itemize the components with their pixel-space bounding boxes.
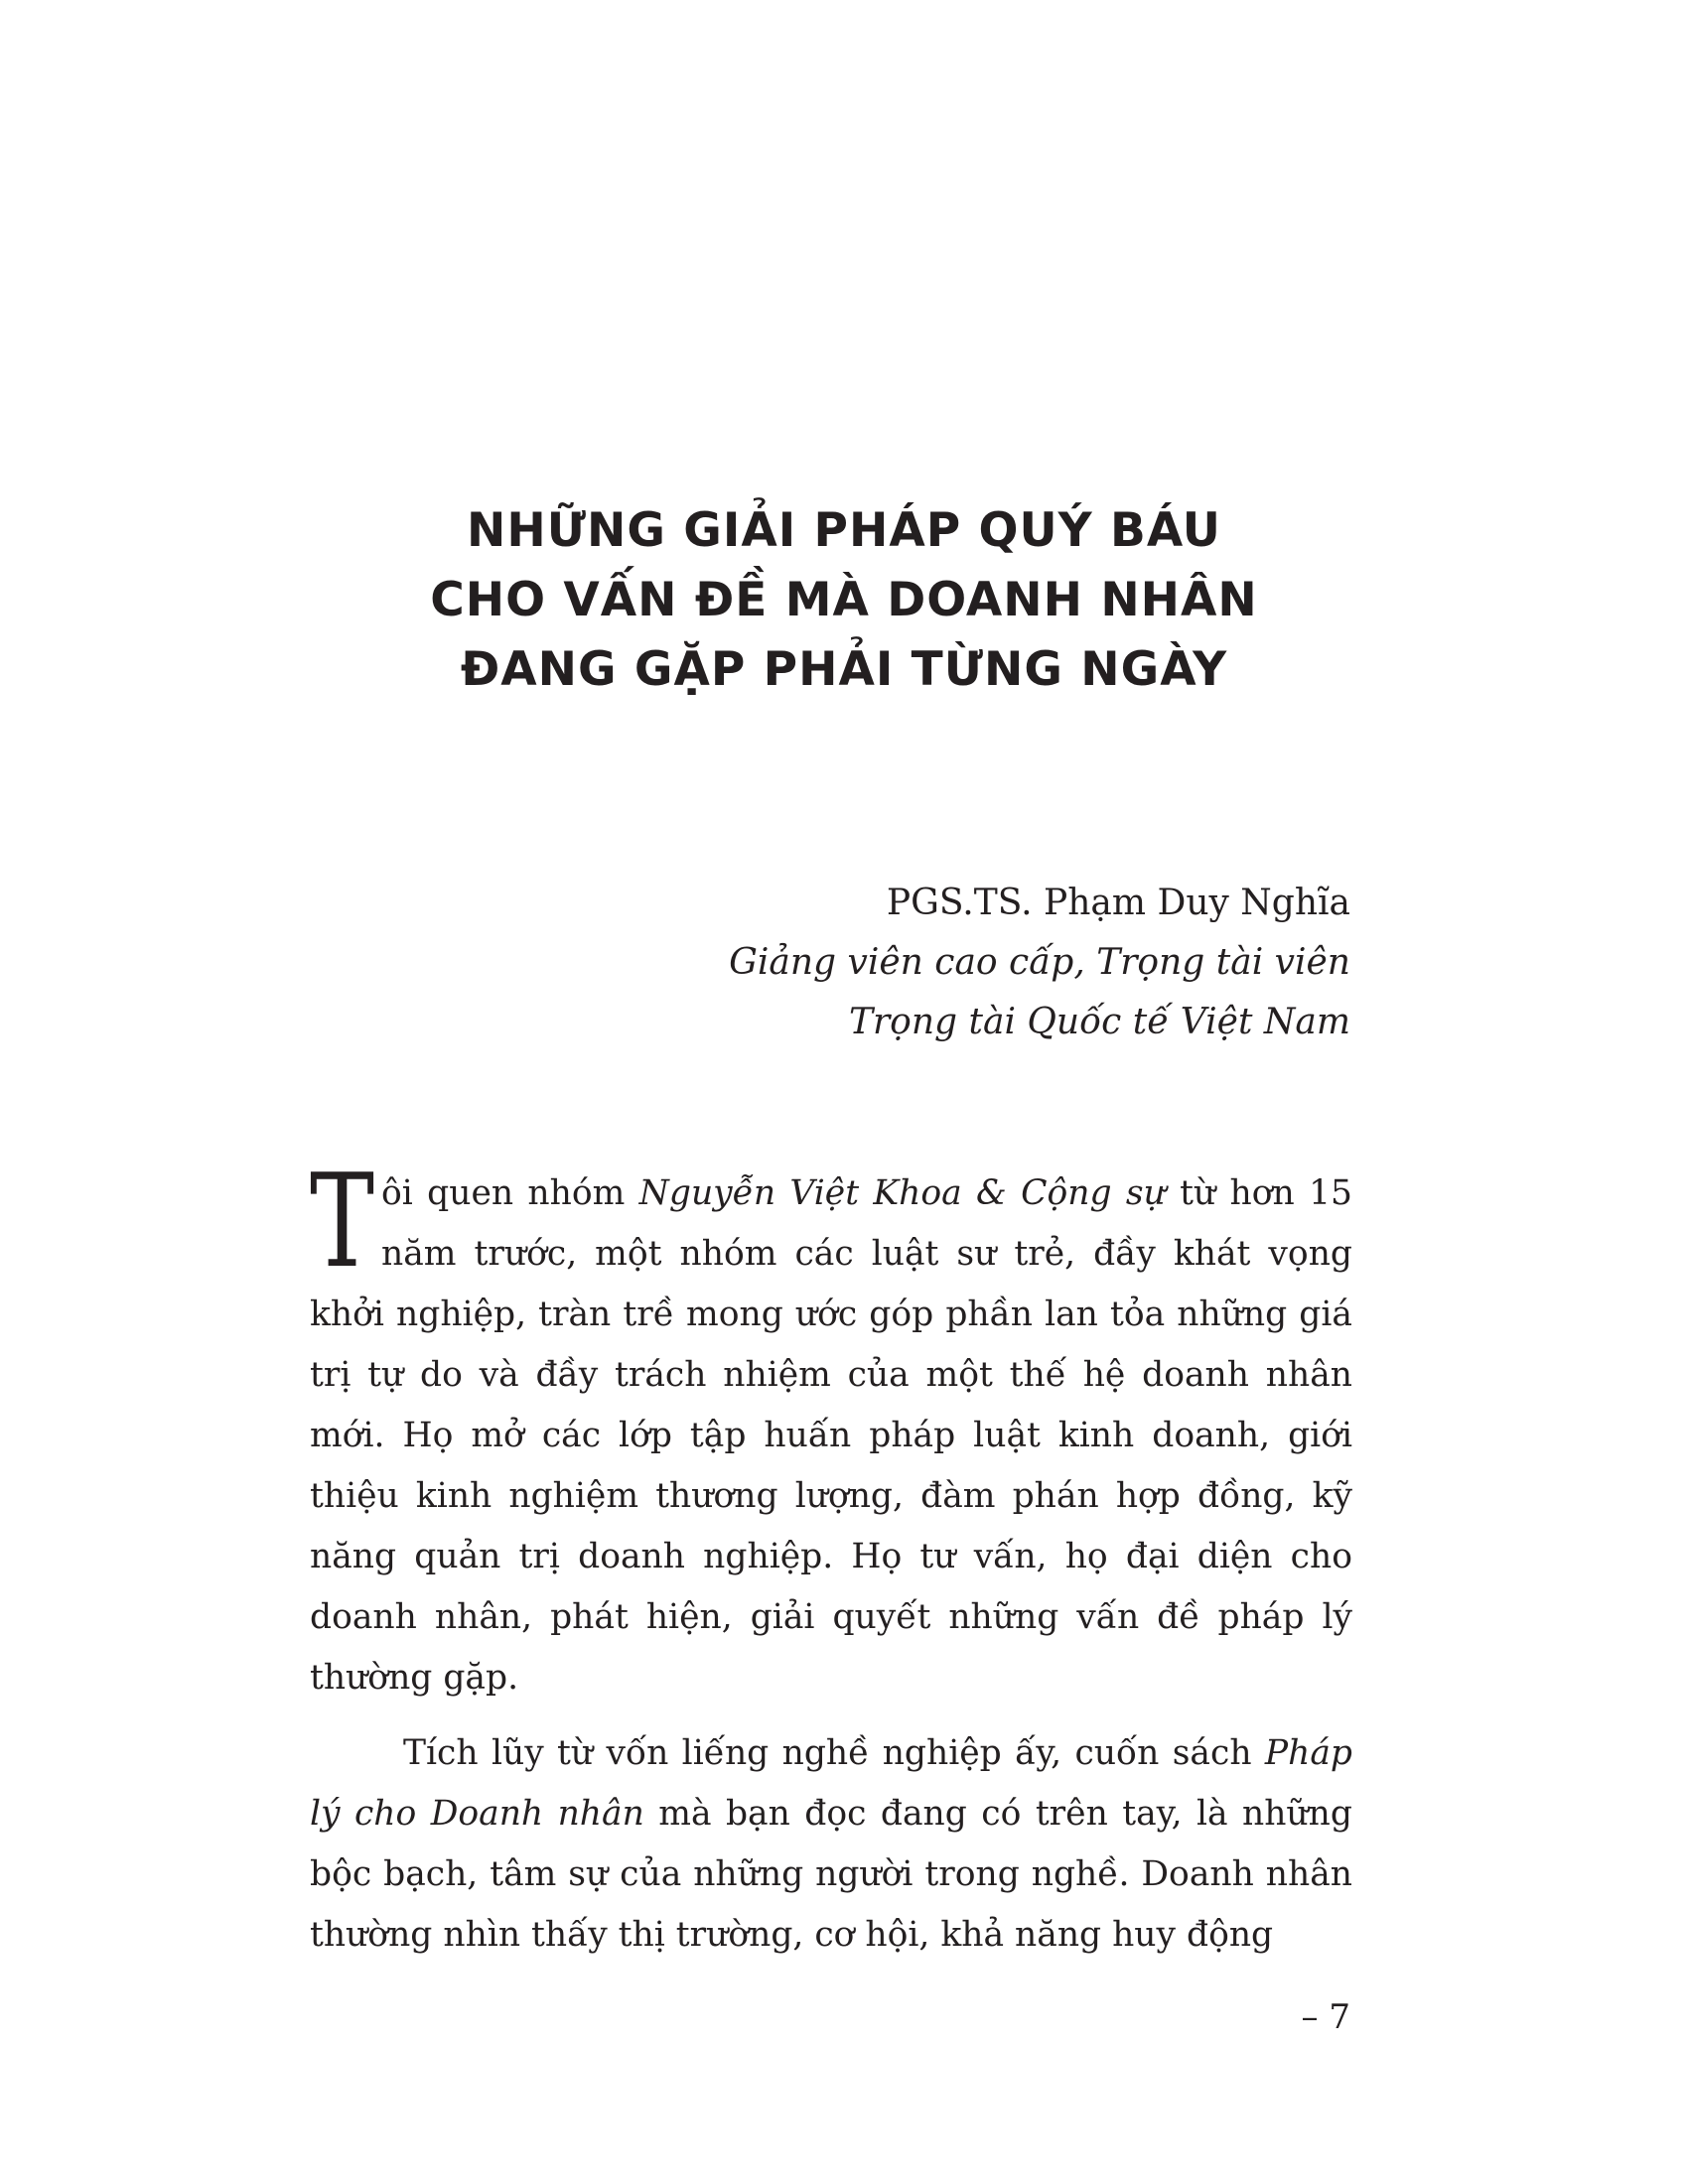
body-text [310,1146,1352,1966]
author-byline [729,874,1350,1052]
paragraph-1-italic: Nguyễn Việt Khoa & Cộng sự [638,1173,1166,1213]
chapter-title [0,496,1688,705]
paragraph-1-text-b: từ hơn 15 năm trước, một nhóm các luật sư trẻ, đầy khát vọng khởi nghiệp, tràn trề mong ước góp phần lan tỏa những giá trị tự do và đầy trách nhiệm của một thế hệ doanh nhân mới. Họ mở các lớp tập huấn pháp luật kinh doanh, giới thiệu kinh nghiệm thương lượng, đàm phán hợp đồng, kỹ năng quản trị doanh nghiệp. Họ tư vấn, họ đại diện cho doanh nhân, phát hiện, giải quyết những vấn đề pháp lý thường gặp. [310,1173,1352,1698]
author-role-line-1: Giảng viên cao cấp, Trọng tài viên [729,942,1350,983]
paragraph-1 [310,1146,1352,1708]
author-role-line-2: Trọng tài Quốc tế Việt Nam [848,1002,1350,1042]
chapter-title-line-2: CHO VẤN ĐỀ MÀ DOANH NHÂN [430,573,1258,627]
page-number: – 7 [1301,1997,1350,2037]
paragraph-2-text-b: mà bạn đọc đang có trên tay, là những bộc bạch, tâm sự của những người trong nghề. Doanh nhân thường nhìn thấy thị trường, cơ hội, khả năng huy động [310,1794,1352,1955]
paragraph-2-text-a: Tích lũy từ vốn liếng nghề nghiệp ấy, cuốn sách [403,1733,1265,1773]
paragraph-2-italic: Pháp lý cho Doanh nhân [310,1733,1352,1834]
drop-cap: T [310,1146,375,1297]
paragraph-1-text-a: ôi quen nhóm [381,1173,639,1213]
author-name: PGS.TS. Phạm Duy Nghĩa [886,883,1350,923]
paragraph-2 [310,1723,1352,1966]
chapter-title-line-1: NHỮNG GIẢI PHÁP QUÝ BÁU [467,503,1221,558]
chapter-title-line-3: ĐANG GẶP PHẢI TỪNG NGÀY [460,642,1228,697]
